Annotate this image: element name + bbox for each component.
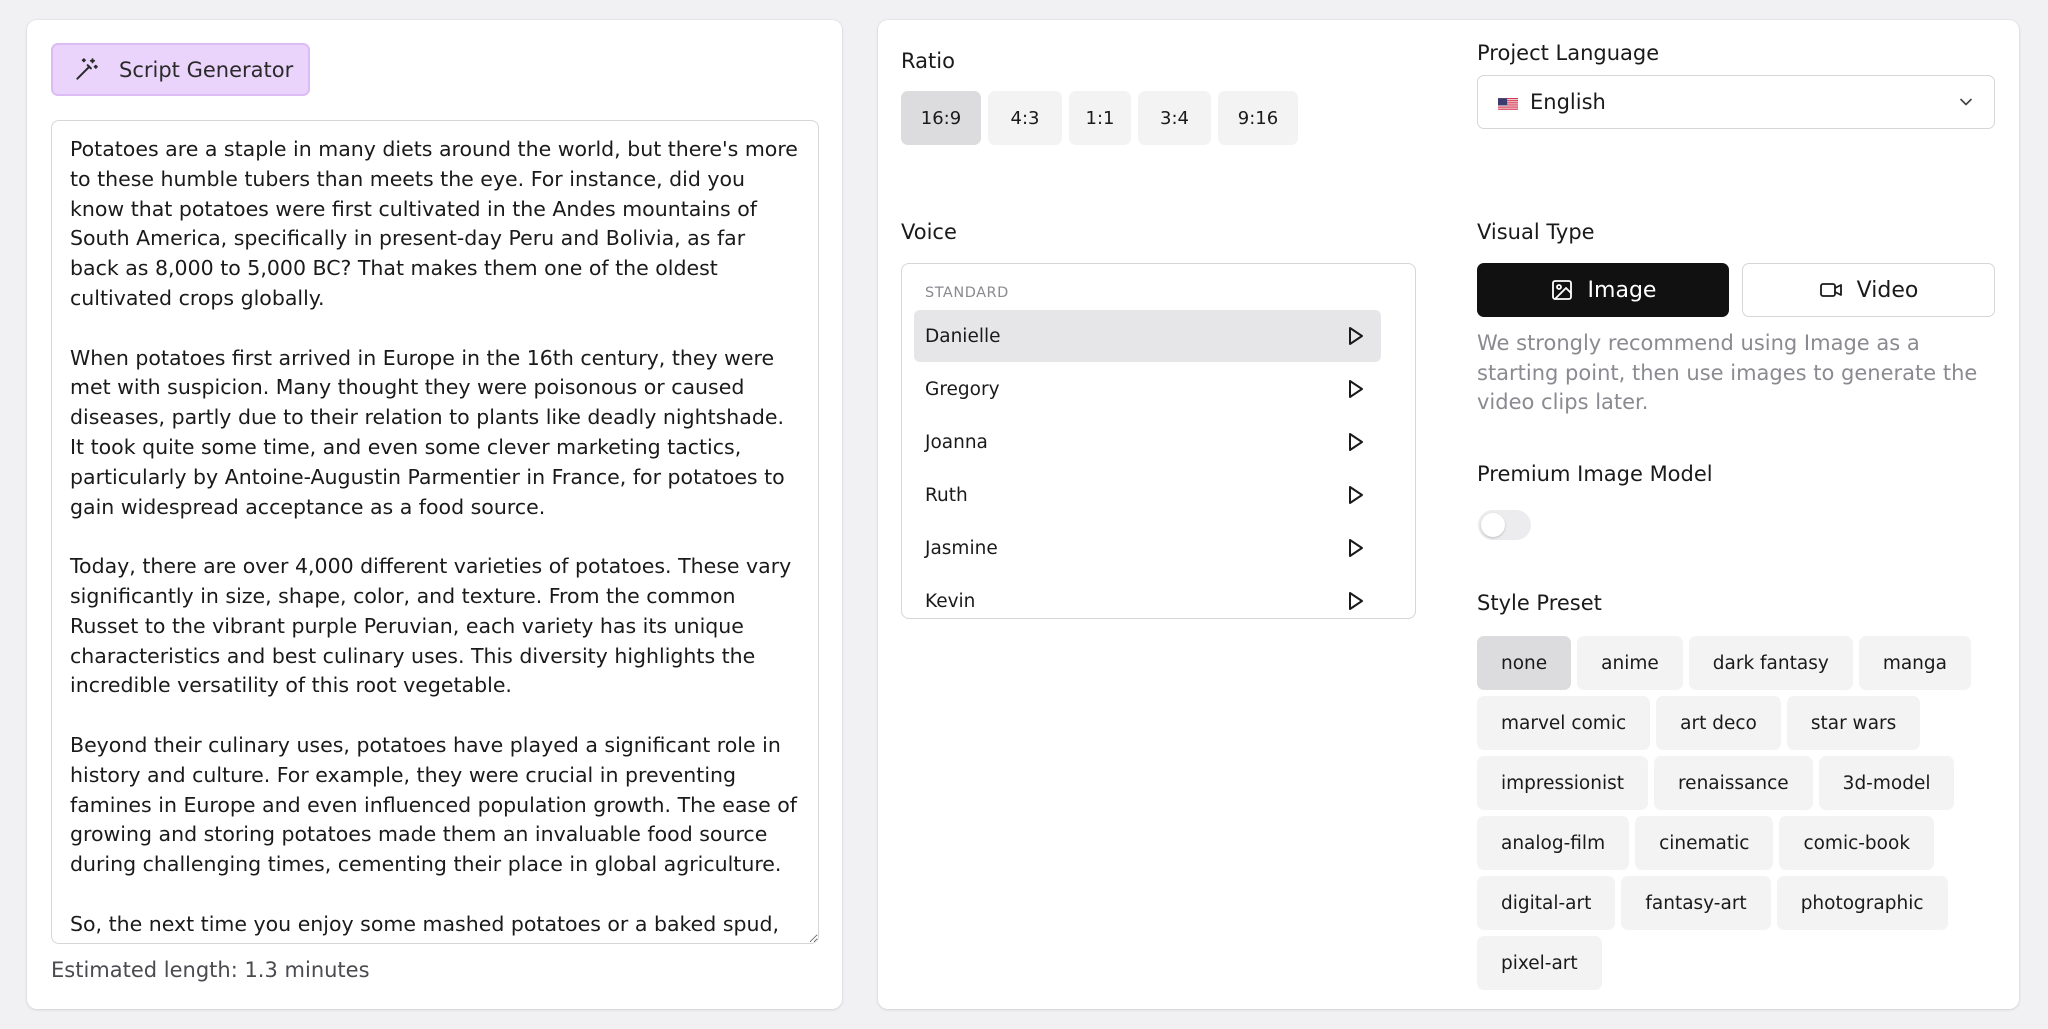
voice-option-ruth[interactable] [914, 469, 1381, 521]
style-option-pixel-art[interactable]: pixel-art [1477, 936, 1602, 990]
voice-name: Joanna [925, 431, 988, 453]
voice-label: Voice [901, 220, 957, 244]
script-panel [27, 20, 842, 1009]
voice-option-jasmine[interactable] [914, 522, 1381, 574]
ratio-option-9-16[interactable]: 9:16 [1218, 91, 1298, 145]
us-flag-icon [1498, 95, 1520, 110]
toggle-knob [1481, 513, 1505, 537]
style-option-marvel-comic[interactable]: marvel comic [1477, 696, 1650, 750]
style-option-comic-book[interactable]: comic-book [1779, 816, 1934, 870]
voice-name: Jasmine [925, 537, 998, 559]
ratio-label: Ratio [901, 49, 955, 73]
style-preset-label: Style Preset [1477, 591, 1602, 615]
play-icon[interactable] [1343, 589, 1367, 613]
style-option-dark-fantasy[interactable]: dark fantasy [1689, 636, 1853, 690]
voice-name: Ruth [925, 484, 968, 506]
style-option-star-wars[interactable]: star wars [1787, 696, 1920, 750]
chevron-down-icon [1956, 92, 1976, 112]
language-select[interactable] [1477, 75, 1995, 129]
style-option-digital-art[interactable]: digital-art [1477, 876, 1615, 930]
style-option-analog-film[interactable]: analog-film [1477, 816, 1629, 870]
script-generator-label: Script Generator [119, 57, 294, 82]
voice-group-label: STANDARD [925, 285, 1009, 301]
premium-model-toggle[interactable] [1478, 510, 1531, 540]
visual-type-video-button[interactable] [1742, 263, 1995, 317]
style-option-manga[interactable]: manga [1859, 636, 1971, 690]
voice-option-gregory[interactable] [914, 363, 1381, 415]
image-label: Image [1587, 277, 1657, 303]
script-generator-button[interactable] [51, 43, 310, 96]
play-icon[interactable] [1343, 536, 1367, 560]
style-option-impressionist[interactable]: impressionist [1477, 756, 1648, 810]
voice-option-danielle[interactable] [914, 310, 1381, 362]
voice-option-kevin[interactable] [914, 575, 1381, 619]
visual-type-image-button[interactable] [1477, 263, 1729, 317]
settings-panel [878, 20, 2019, 1009]
style-option-renaissance[interactable]: renaissance [1654, 756, 1813, 810]
voice-name: Kevin [925, 590, 976, 612]
style-option-anime[interactable]: anime [1577, 636, 1683, 690]
play-icon[interactable] [1343, 324, 1367, 348]
play-icon[interactable] [1343, 430, 1367, 454]
style-option-photographic[interactable]: photographic [1777, 876, 1948, 930]
project-language-label: Project Language [1477, 41, 1660, 65]
estimated-length: Estimated length: 1.3 minutes [51, 958, 370, 982]
style-option-fantasy-art[interactable]: fantasy-art [1621, 876, 1770, 930]
voice-name: Gregory [925, 378, 1000, 400]
ratio-option-3-4[interactable]: 3:4 [1138, 91, 1211, 145]
style-preset-options [1477, 636, 1997, 990]
play-icon[interactable] [1343, 377, 1367, 401]
image-icon [1550, 278, 1574, 302]
style-option-art-deco[interactable]: art deco [1656, 696, 1781, 750]
ratio-option-1-1[interactable]: 1:1 [1069, 91, 1131, 145]
ratio-option-16-9[interactable]: 16:9 [901, 91, 981, 145]
video-label: Video [1856, 277, 1919, 303]
video-camera-icon [1819, 278, 1843, 302]
style-option-3d-model[interactable]: 3d-model [1819, 756, 1955, 810]
style-option-none[interactable]: none [1477, 636, 1571, 690]
language-value: English [1530, 90, 1606, 114]
voice-option-joanna[interactable] [914, 416, 1381, 468]
voice-name: Danielle [925, 325, 1001, 347]
premium-image-model-label: Premium Image Model [1477, 462, 1713, 486]
style-option-cinematic[interactable]: cinematic [1635, 816, 1773, 870]
visual-type-label: Visual Type [1477, 220, 1595, 244]
ratio-options [901, 91, 1298, 145]
script-textarea[interactable] [51, 120, 819, 944]
visual-type-recommendation: We strongly recommend using Image as a starting point, then use images to generate the video clips later. [1477, 331, 1978, 414]
magic-wand-icon [73, 57, 99, 83]
ratio-option-4-3[interactable]: 4:3 [988, 91, 1062, 145]
play-icon[interactable] [1343, 483, 1367, 507]
voice-list[interactable] [901, 263, 1416, 619]
